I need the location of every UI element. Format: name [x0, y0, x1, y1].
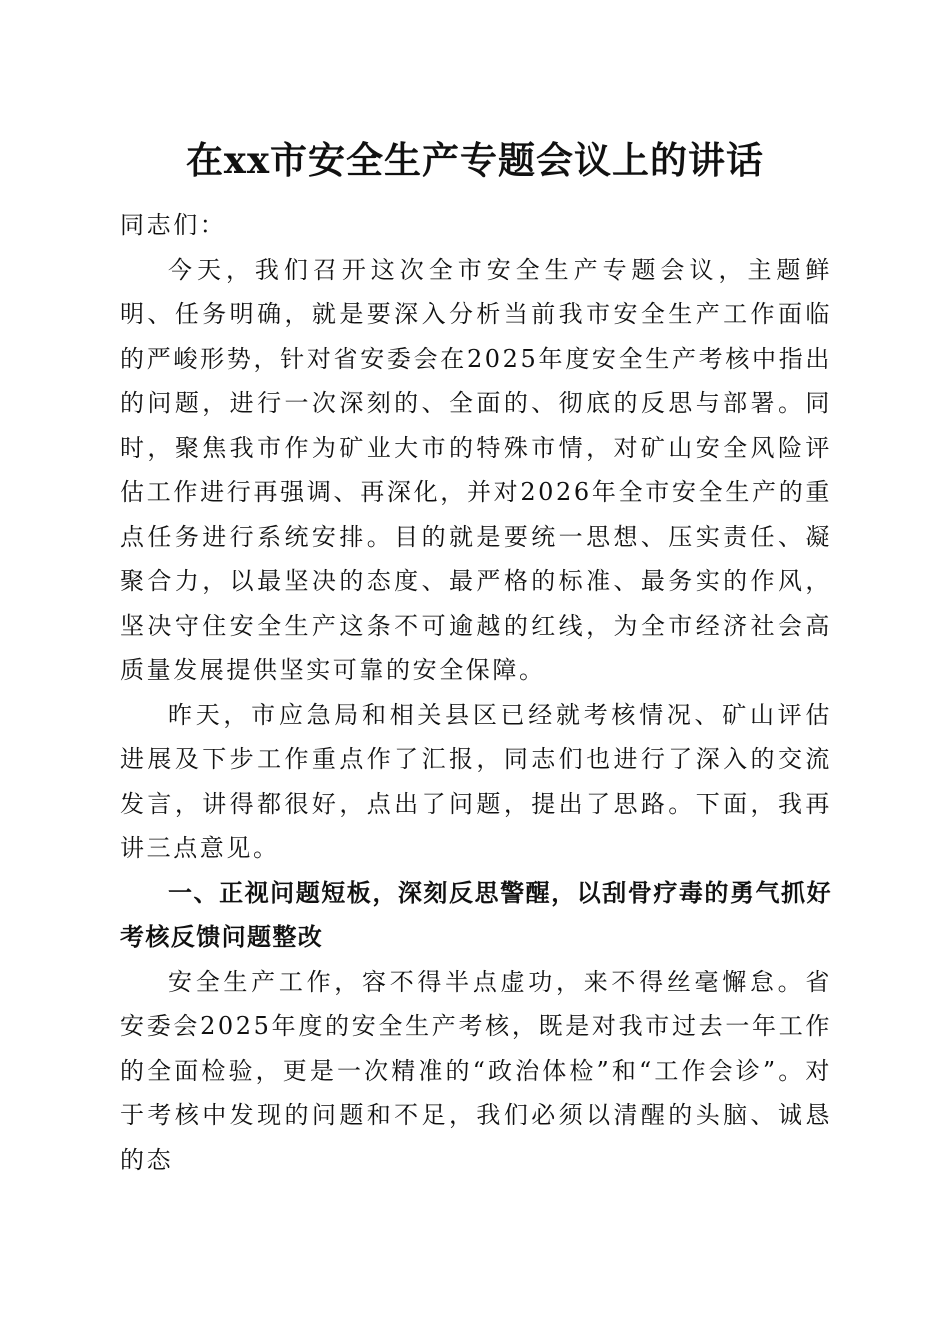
paragraph-section-1: 安全生产工作，容不得半点虚功，来不得丝毫懈怠。省安委会2025年度的安全生产考核，既是对我市过去一年工作的全面检验，更是一次精准的“政治体检”和“工作会诊”。对于考核中发现的问题和不足，我们必须以清醒的头脑、诚恳的态 [120, 967, 832, 1174]
document-title: 在xx市安全生产专题会议上的讲话 [185, 138, 765, 182]
paragraph-opening: 今天，我们召开这次全市安全生产专题会议，主题鲜明、任务明确，就是要深入分析当前我市安全生产工作面临的严峻形势，针对省安委会在2025年度安全生产考核中指出的问题，进行一次深刻的、全面的、彻底的反思与部署。同时，聚焦我市作为矿业大市的特殊市情，对矿山安全风险评估工作进行再强调、再深化，并对2026年全市安全生产的重点任务进行系统安排。目的就是要统一思想、压实责任、凝聚合力，以最坚决的态度、最严格的标准、最务实的作风，坚决守住安全生产这条不可逾越的红线，为全市经济社会高质量发展提供坚实可靠的安全保障。 [120, 255, 832, 684]
paragraph-yesterday: 昨天，市应急局和相关县区已经就考核情况、矿山评估进展及下步工作重点作了汇报，同志们也进行了深入的交流发言，讲得都很好，点出了问题，提出了思路。下面，我再讲三点意见。 [120, 700, 832, 862]
section-heading-1: 一、正视问题短板，深刻反思警醒，以刮骨疗毒的勇气抓好考核反馈问题整改 [120, 878, 832, 951]
salutation: 同志们： [120, 211, 227, 239]
document-body [120, 203, 832, 1182]
